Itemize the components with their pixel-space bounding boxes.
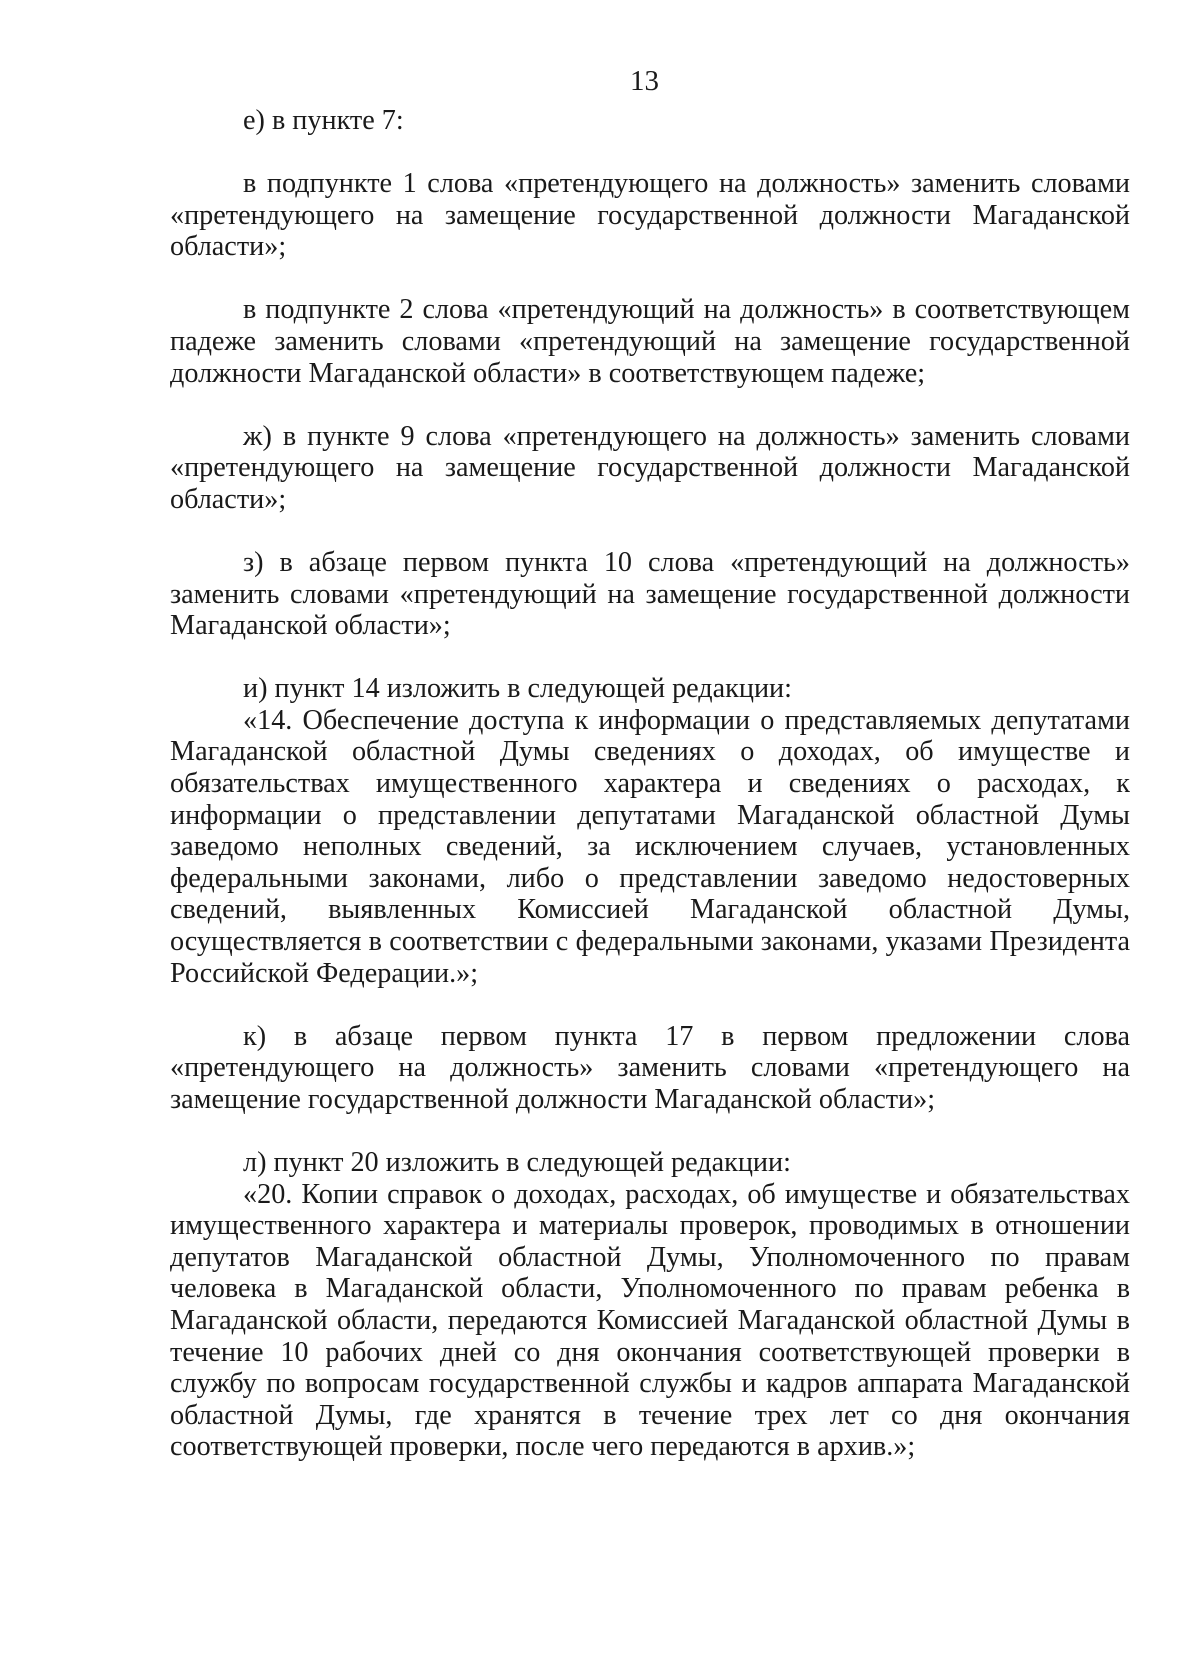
paragraph-e-subpoint-2: в подпункте 2 слова «претендующий на должность» в соответствующем падеже заменить словами «претендующий на замещение государственной должности Магаданской области» в соответствующем падеже;: [170, 294, 1130, 389]
paragraph-e-subpoint-1: в подпункте 1 слова «претендующего на должность» заменить словами «претендующего на замещение государственной должности Магаданской области»;: [170, 168, 1130, 263]
paragraph-zh: ж) в пункте 9 слова «претендующего на должность» заменить словами «претендующего на замещение государственной должности Магаданской области»;: [170, 420, 1130, 515]
paragraph-l: л) пункт 20 изложить в следующей редакции:: [243, 1146, 791, 1178]
paragraph-i-quote: «14. Обеспечение доступа к информации о представляемых депутатами Магаданской областной Думы сведениях о доходах, об имуществе и обязательствах имущественного характера и сведениях о расходах, к информации о представлении депутатами Магаданской областной Думы заведомо неполных сведений, за исключением случаев, установленных федеральными законами, либо о представлении заведомо недостоверных сведений, выявленных Комиссией Магаданской областной Думы, осуществляется в соответствии с федеральными законами, указами Президента Российской Федерации.»;: [170, 704, 1130, 989]
paragraph-l-quote: «20. Копии справок о доходах, расходах, об имуществе и обязательствах имущественного характера и материалы проверок, проводимых в отношении депутатов Магаданской областной Думы, Уполномоченного по правам человека в Магаданской области, Уполномоченного по правам ребенка в Магаданской области, передаются Комиссией Магаданской областной Думы в течение 10 рабочих дней со дня окончания соответствующей проверки в службу по вопросам государственной службы и кадров аппарата Магаданской областной Думы, где хранятся в течение трех лет со дня окончания соответствующей проверки, после чего передаются в архив.»;: [170, 1178, 1130, 1463]
page-number: 13: [630, 65, 659, 97]
paragraph-e: е) в пункте 7:: [243, 105, 404, 136]
paragraph-k: к) в абзаце первом пункта 17 в первом предложении слова «претендующего на должность» заменить словами «претендующего на замещение государственной должности Магаданской области»;: [170, 1020, 1130, 1115]
document-body: [170, 105, 1130, 1463]
paragraph-z: з) в абзаце первом пункта 10 слова «претендующий на должность» заменить словами «претендующий на замещение государственной должности Магаданской области»;: [170, 546, 1130, 642]
paragraph-i: и) пункт 14 изложить в следующей редакции:: [243, 673, 792, 705]
